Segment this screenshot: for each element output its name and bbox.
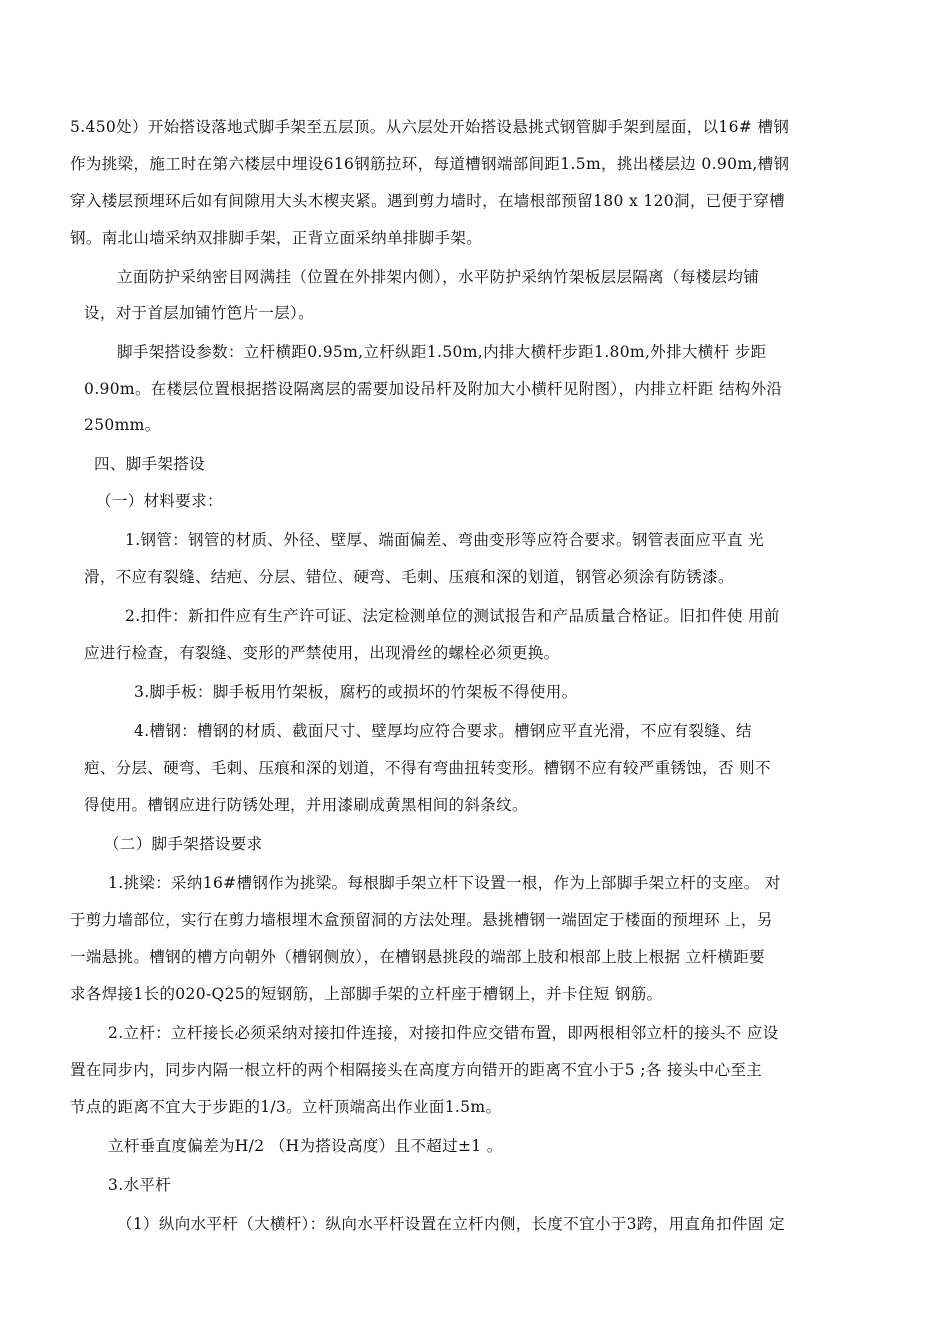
- text-line: 2.扣件：新扣件应有生产许可证、法定检测单位的测试报告和产品质量合格证。旧扣件使 用前: [125, 607, 780, 625]
- text-line: （1）纵向水平杆（大横杆）：纵向水平杆设置在立杆内侧，长度不宜小于3跨，用直角扣件固 定: [117, 1215, 785, 1233]
- text-line: 4.槽钢：槽钢的材质、截面尺寸、壁厚均应符合要求。槽钢应平直光滑，不应有裂缝、结: [134, 722, 752, 740]
- text-line: 置在同步内，同步内隔一根立杆的两个相隔接头在高度方向错开的距离不宜小于5 ;各 接头中心至主: [70, 1061, 763, 1079]
- text-line: 疤、分层、硬弯、毛刺、压痕和深的划道，不得有弯曲扭转变形。槽钢不应有较严重锈蚀，否 则不: [84, 759, 771, 777]
- text-line: 得使用。槽钢应进行防锈处理，并用漆刷成黄黑相间的斜条纹。: [84, 796, 528, 814]
- text-line: 0.90m。在楼层位置根据搭设隔离层的需要加设吊杆及附加大小横杆见附图），内排立杆距 结构外沿: [84, 380, 783, 398]
- subsection-heading: 3.水平杆: [108, 1176, 172, 1194]
- text-line: 3.脚手板：脚手板用竹架板，腐朽的或损坏的竹架板不得使用。: [134, 683, 578, 701]
- section-heading: 四、脚手架搭设: [94, 455, 205, 473]
- subsection-heading: （二）脚手架搭设要求: [104, 835, 263, 853]
- text-line: 5.450处）开始搭设落地式脚手架至五层顶。从六层处开始搭设悬挑式钢管脚手架到屋面，以16# 槽钢: [70, 118, 790, 136]
- text-line: 作为挑梁，施工时在第六楼层中埋设616钢筋拉环，每道槽钢端部间距1.5m，挑出楼层边 0.90m,槽钢: [70, 155, 790, 173]
- text-line: 立杆垂直度偏差为H/2 （H为搭设高度）且不超过±1 。: [108, 1137, 503, 1155]
- text-line: 脚手架搭设参数：立杆横距0.95m,立杆纵距1.50m,内排大横杆步距1.80m,外排大横杆 步距: [117, 343, 767, 361]
- text-line: 1.钢管：钢管的材质、外径、壁厚、端面偏差、弯曲变形等应符合要求。钢管表面应平直 光: [125, 531, 764, 549]
- text-line: 于剪力墙部位，实行在剪力墙根埋木盒预留洞的方法处理。悬挑槽钢一端固定于楼面的预埋环 上，另: [70, 911, 773, 929]
- text-line: 立面防护采纳密目网满挂（位置在外排架内侧），水平防护采纳竹架板层层隔离（每楼层均铺: [117, 268, 760, 286]
- subsection-heading: （一）材料要求：: [96, 492, 223, 510]
- text-line: 节点的距离不宜大于步距的1/3。立杆顶端高出作业面1.5m。: [70, 1098, 502, 1116]
- text-line: 钢。南北山墙采纳双排脚手架，正背立面采纳单排脚手架。: [70, 229, 483, 247]
- text-line: 一端悬挑。槽钢的槽方向朝外（槽钢侧放），在槽钢悬挑段的端部上肢和根部上肢上根据 立杆横距要: [70, 948, 765, 966]
- text-line: 250mm。: [84, 416, 161, 434]
- text-line: 1.挑梁：采纳16#槽钢作为挑梁。每根脚手架立杆下设置一根，作为上部脚手架立杆的支座。 对: [108, 874, 781, 892]
- text-line: 穿入楼层预埋环后如有间隙用大头木楔夹紧。遇到剪力墙时，在墙根部预留180 x 120洞，已便于穿槽: [70, 192, 785, 210]
- text-line: 应进行检查，有裂缝、变形的严禁使用，出现滑丝的螺栓必须更换。: [84, 644, 560, 662]
- text-line: 设，对于首层加铺竹笆片一层）。: [84, 304, 315, 322]
- text-line: 2.立杆：立杆接长必须采纳对接扣件连接，对接扣件应交错布置，即两根相邻立杆的接头不 应设: [108, 1024, 779, 1042]
- text-line: 滑，不应有裂缝、结疤、分层、错位、硬弯、毛刺、压痕和深的划道，钢管必须涂有防锈漆。: [84, 568, 734, 586]
- text-line: 求各焊接1长的020-Q25的短钢筋，上部脚手架的立杆座于槽钢上，并卡住短 钢筋。: [70, 985, 663, 1003]
